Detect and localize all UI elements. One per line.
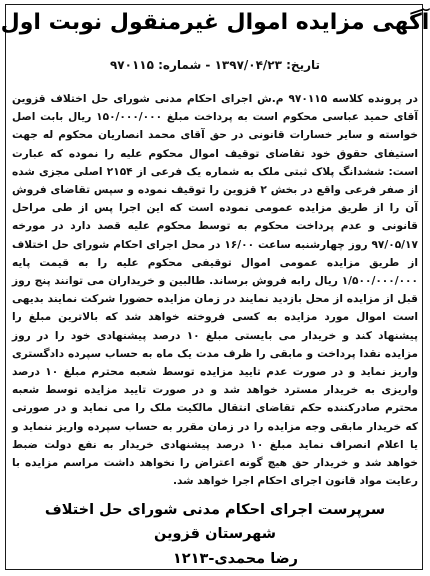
notice-body: در پرونده کلاسه ۹۷۰۱۱۵ م.ش اجرای احکام مدنی شورای حل اختلاف قزوین آقای حمید عباسی محکوم است به پرداخت مبلغ ۱۵۰/۰۰۰/۰۰۰ ریال بابت اصل خواسته و سایر خسارات قانونی در حق آقای محمد انصاریان محکوم له جهت استیفای حقوق خود تقاضای توقیف اموال محکوم علیه را نموده که عبارت است: ششدانگ پلاک ثبتی ملک به شماره یک فرعی از ۲۱۵۴ اصلی مجزی شده از صفر فرعی واقع در بخش ۲ قزوین را توقیف نموده و سپس تقاضای فروش آن را از طریق مزایده عمومی نموده است که این اجرا پس از طی مراحل قانونی و عدم پرداخت محکوم به توسط محکوم علیه قصد دارد در مورخه ۹۷/۰۵/۱۷ روز چهارشنبه ساعت ۱۶/۰۰ در محل اجرای احکام شورای حل اختلاف از طریق مزایده عمومی اموال توقیفی محکوم علیه را به قیمت پایه ۱/۵۰۰/۰۰۰/۰۰۰ ریال رابه فروش برساند. طالبین و خریداران می توانند پنج روز قبل از مزایده از محل بازدید نمایند در زمان مزایده حضورا شرکت نمایند بدیهی است اموال مورد مزایده به کسی فروخته خواهد شد که بالاترین مبلغ را پیشنهاد کند و خریدار می بایستی مبلغ ۱۰ درصد پیشنهادی خود را در روز مزایده نقدا پرداخت و مابقی را ظرف مدت یک ماه به حساب سپرده دادگستری واریز نماید و در صورت عدم تایید مزایده توسط شعبه محترم مبلغ ۱۰ درصد واریزی به خریدار مسترد خواهد شد و در صورت تایید مزایده توسط شعبه محترم صادرکننده حکم تقاضای انتقال مالکیت ملک را می نماید و در صورتی که خریدار مابقی وجه مزایده را در زمان مقرر به حساب سپرده واریز ننماید و یا اعلام انصراف نماید مبلغ ۱۰ درصد پیشنهادی خریدار به نفع دولت ضبط خواهد شد و خریدار حق هیچ گونه اعتراض را نخواهد داشت مراسم مزایده با رعایت مواد قانون اجرای احکام اجرا خواهد شد. (12, 93, 419, 488)
signature-title: سرپرست اجرای احکام مدنی شورای حل اختلاف شهرستان قزوین (44, 502, 386, 542)
notice-date-number: تاریخ: ۱۳۹۷/۰۴/۲۳ - شماره: ۹۷۰۱۱۵ (109, 58, 321, 72)
signature-name: رضا محمدی-۱۲۱۳ (172, 551, 298, 567)
notice-signature-block (12, 498, 418, 572)
notice-title: آگهی مزایده اموال غیرمنقول نوبت اول (0, 10, 430, 35)
